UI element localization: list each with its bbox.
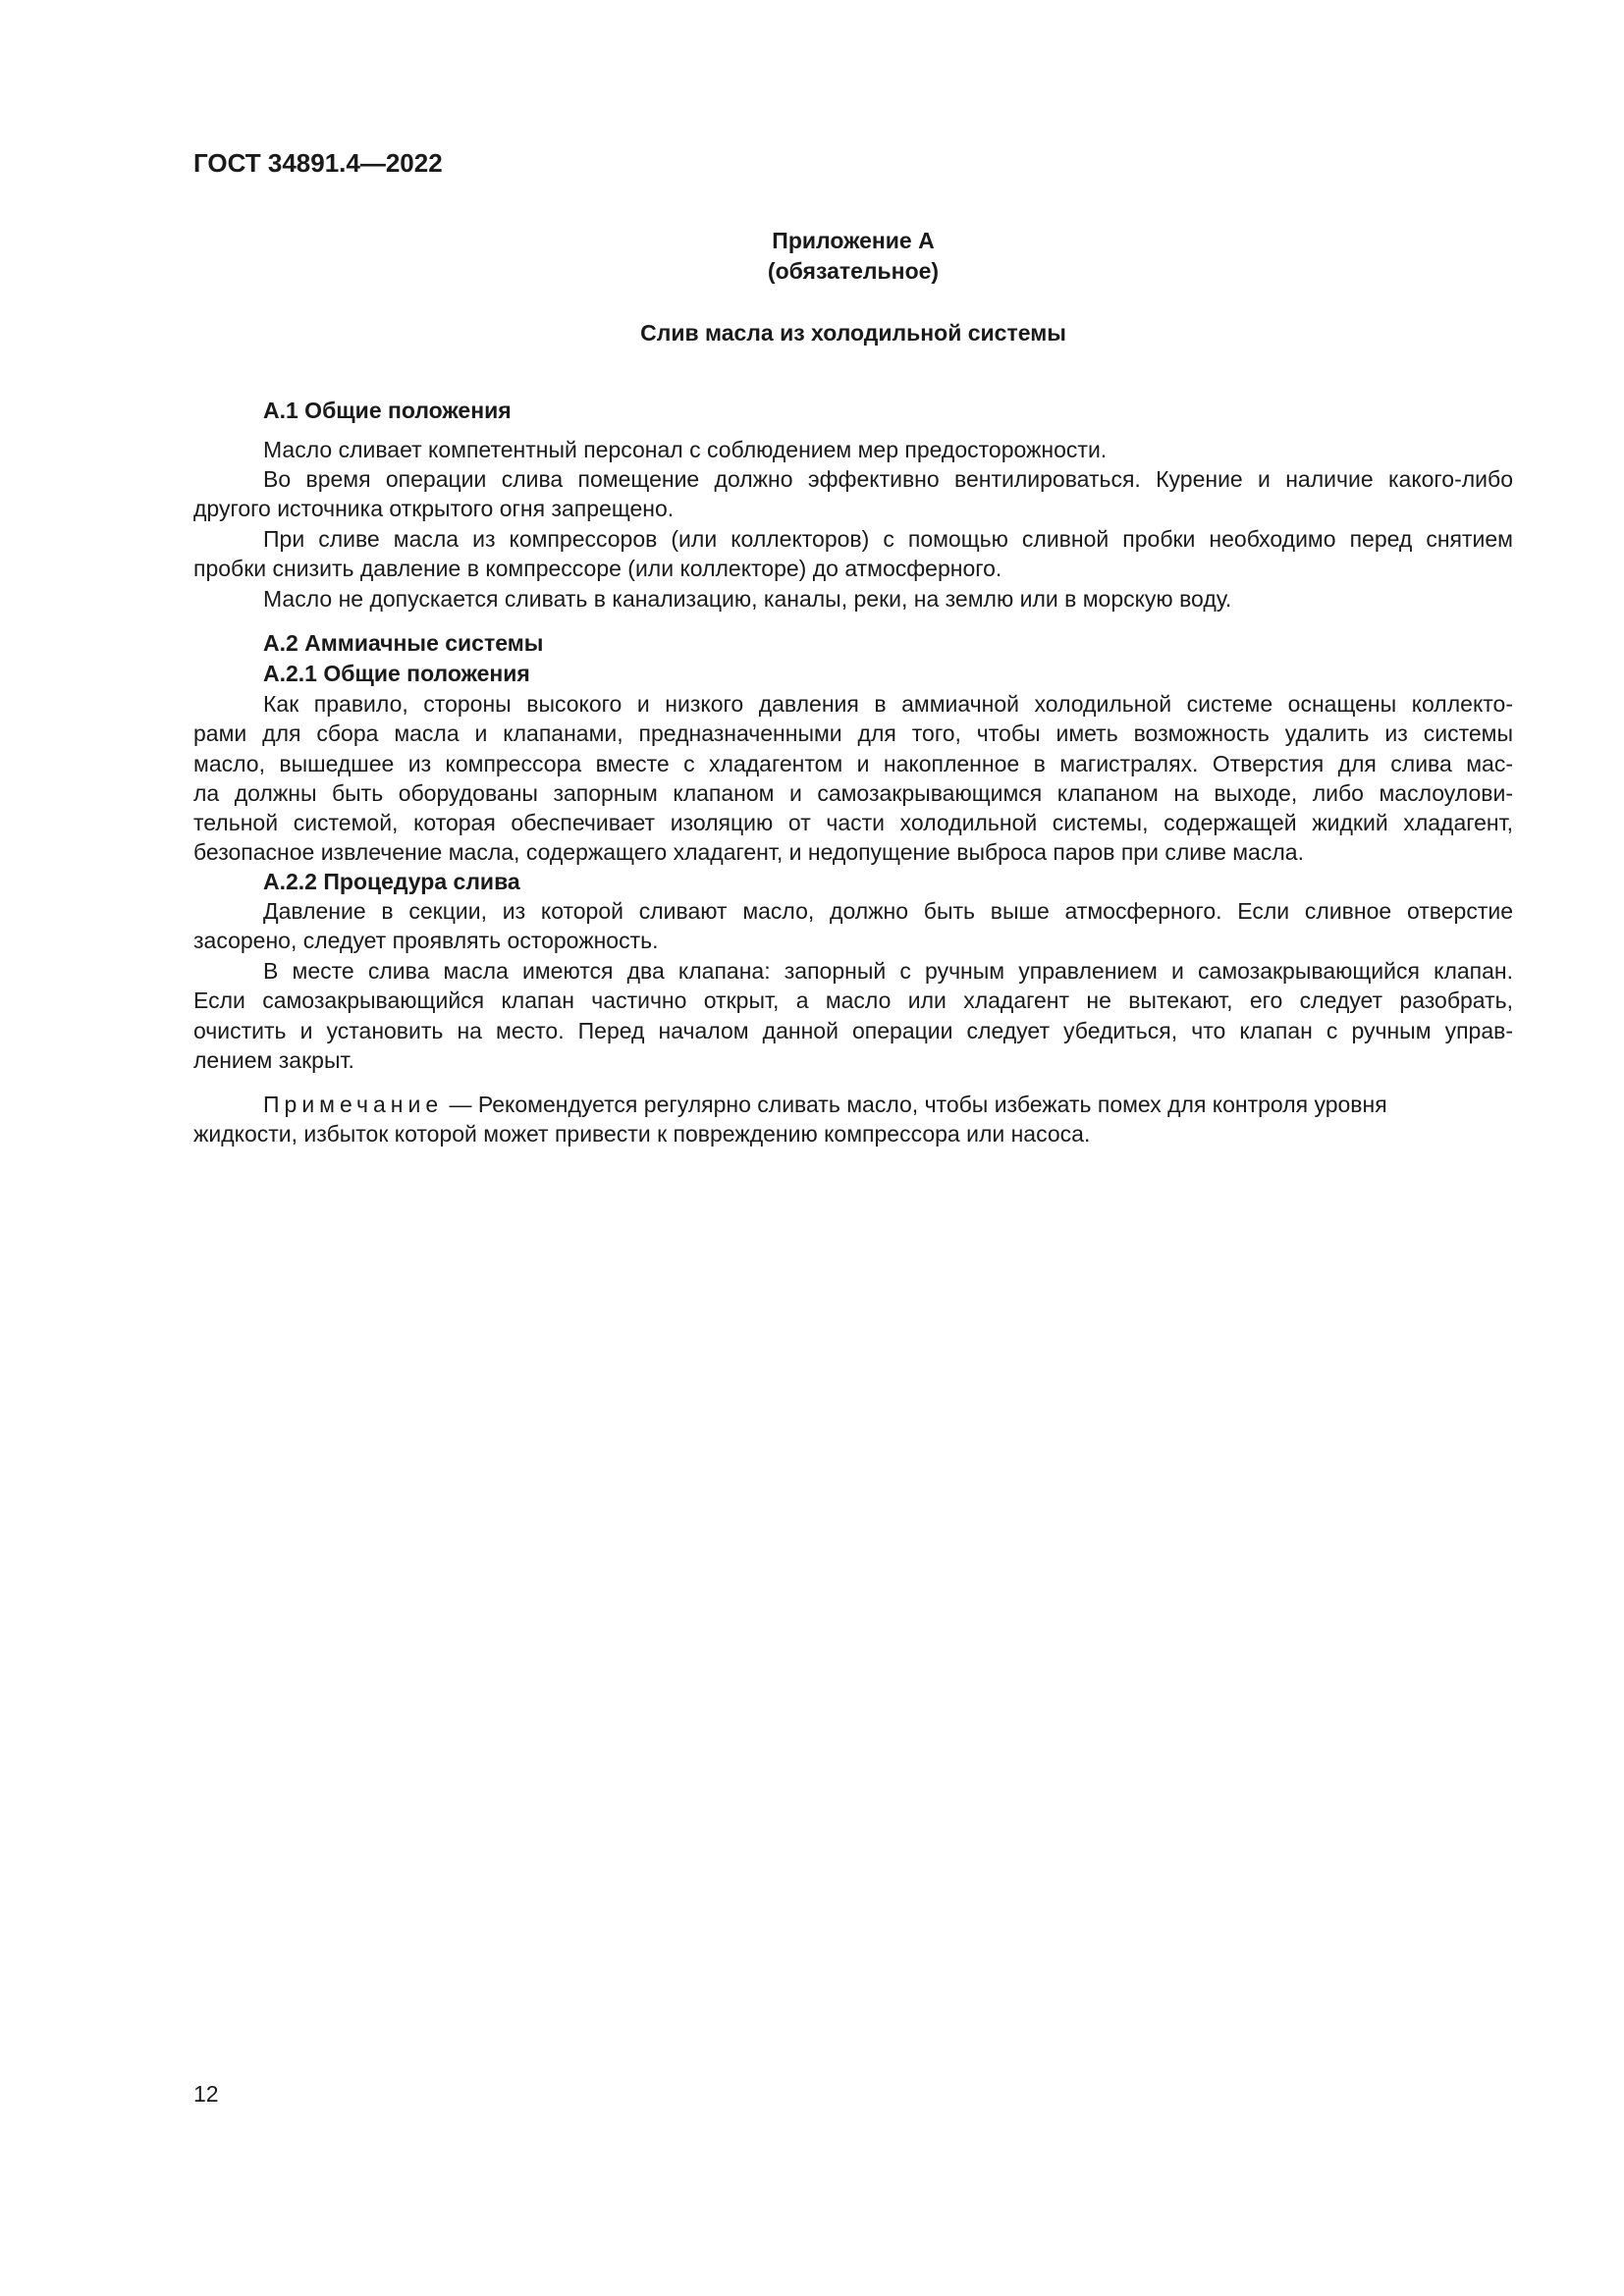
note-line: жидкости, избыток которой может привести к повреждению компрессора или насоса. (193, 1121, 1091, 1148)
paragraph-line: ла должны быть оборудованы запорным клапаном и самозакрывающимся клапаном на выходе, либо маслоулови- (193, 779, 1513, 806)
note-text: — Рекомендуется регулярно сливать масло, чтобы избежать помех для контроля уровня (443, 1092, 1387, 1117)
paragraph-line: пробки снизить давление в компрессоре (или коллекторе) до атмосферного. (193, 556, 1002, 582)
paragraph-line: При сливе масла из компрессоров (или коллекторов) с помощью сливной пробки необходимо перед снятием (263, 526, 1513, 552)
paragraph-line: засорено, следует проявлять осторожность. (193, 928, 659, 954)
section-a1-paragraph-1 (193, 435, 1513, 464)
section-a22-paragraph-2 (193, 956, 1513, 1075)
section-a1-heading: А.1 Общие положения (263, 398, 512, 423)
note (193, 1090, 1513, 1149)
annex-label: Приложение А (772, 228, 935, 253)
section-a22-paragraph-1 (193, 896, 1513, 956)
paragraph-line: лением закрыт. (193, 1046, 354, 1073)
section-a21-heading: А.2.1 Общие положения (263, 661, 530, 686)
paragraph-line: масло, вышедшее из компрессора вместе с хладагентом и накопленное в магистралях. Отверстия для слива мас- (193, 750, 1513, 776)
page-number: 12 (193, 2081, 219, 2107)
paragraph-line: Масло сливает компетентный персонал с соблюдением мер предосторожности. (263, 437, 1108, 462)
annex-status: (обязательное) (767, 258, 940, 284)
paragraph-line: Давление в секции, из которой сливают масло, должно быть выше атмосферного. Если сливное отверстие (263, 898, 1513, 924)
section-a2-heading: А.2 Аммиачные системы (263, 630, 544, 656)
paragraph-line: безопасное извлечение масла, содержащего хладагент, и недопущение выброса паров при сливе масла. (193, 839, 1304, 866)
note-label: Примечание (263, 1092, 444, 1117)
paragraph-line: Во время операции слива помещение должно эффективно вентилироваться. Курение и наличие какого-либо (263, 466, 1513, 492)
section-a22-heading: А.2.2 Процедура слива (263, 869, 520, 894)
section-a21-paragraph-1 (193, 689, 1513, 868)
paragraph-line: В месте слива масла имеются два клапана: запорный с ручным управлением и самозакрывающийся клапан. (263, 958, 1513, 984)
section-a1-paragraph-2 (193, 464, 1513, 524)
paragraph-line: Масло не допускается сливать в канализацию, каналы, реки, на землю или в морскую воду. (263, 586, 1232, 612)
document-code: ГОСТ 34891.4—2022 (193, 148, 443, 178)
paragraph-line: тельной системой, которая обеспечивает изоляцию от части холодильной системы, содержащей жидкий хладагент, (193, 810, 1513, 836)
paragraph-line: очистить и установить на место. Перед началом данной операции следует убедиться, что клапан с ручным управ- (193, 1017, 1513, 1043)
section-a1-paragraph-4 (193, 584, 1513, 614)
annex-title: Слив масла из холодильной системы (640, 320, 1066, 346)
paragraph-line: рами для сбора масла и клапанами, предназначенными для того, чтобы иметь возможность удалить из системы (193, 721, 1513, 747)
paragraph-line: другого источника открытого огня запрещено. (193, 496, 675, 522)
note-line (193, 1090, 1513, 1119)
section-a1-paragraph-3 (193, 524, 1513, 584)
paragraph-line: Если самозакрывающийся клапан частично открыт, а масло или хладагент не вытекают, его следует разобрать, (193, 988, 1513, 1014)
paragraph-line: Как правило, стороны высокого и низкого давления в аммиачной холодильной системе оснащены коллекто- (263, 691, 1513, 717)
